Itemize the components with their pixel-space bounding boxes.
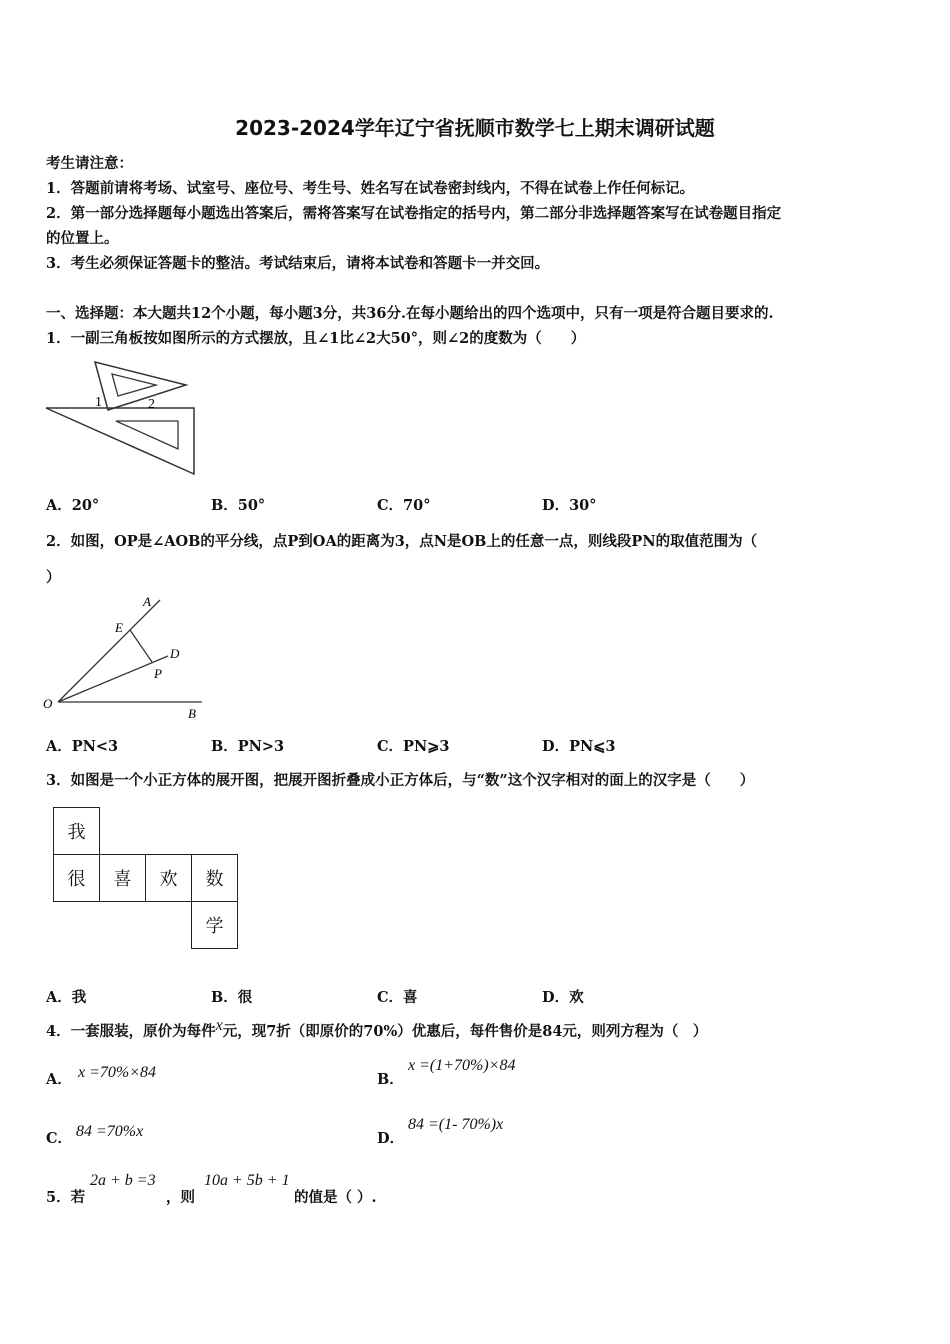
q2-option-c: C．PN⩾3 xyxy=(377,738,450,755)
point-label: O xyxy=(43,696,53,711)
stem-text: 4．一套服装，原价为每件 xyxy=(46,1023,216,1040)
section-heading: 一、选择题：本大题共12个小题，每小题3分，共36分.在每小题给出的四个选项中，只有一项是符合题目要求的. xyxy=(46,305,774,322)
q5-middle: ，则 xyxy=(166,1189,195,1206)
q1-option-a: A．20° xyxy=(46,497,100,514)
page-title: 2023-2024学年辽宁省抚顺市数学七上期末调研试题 xyxy=(235,116,715,140)
question-4-stem xyxy=(46,1017,708,1041)
q4-option-d-label: D． xyxy=(377,1130,405,1147)
stem-text: 元，现7折（即原价的70%）优惠后，每件售价是84元，则列方程为（ ） xyxy=(222,1023,708,1040)
point-label: A xyxy=(143,594,151,609)
q1-option-d: D．30° xyxy=(542,497,597,514)
q3-option-b: B．很 xyxy=(211,989,253,1006)
cube-face: 很 xyxy=(54,855,100,902)
angle-bisector-figure xyxy=(40,592,210,727)
question-1-stem: 1．一副三角板按如图所示的方式摆放，且∠1比∠2大50°，则∠2的度数为（ ） xyxy=(46,330,586,347)
q1-option-c: C．70° xyxy=(377,497,431,514)
q4-option-c-formula: 84 =70%x xyxy=(76,1123,144,1140)
q4-option-d-formula: 84 =(1- 70%)x xyxy=(408,1116,504,1133)
q3-option-d: D．欢 xyxy=(542,989,584,1006)
notice-heading: 考生请注意： xyxy=(46,155,133,172)
cube-face: 欢 xyxy=(146,855,192,902)
notice-item: 的位置上。 xyxy=(46,230,119,247)
question-2-stem-end: ） xyxy=(46,569,61,586)
point-label: B xyxy=(188,706,196,721)
q5-formula-1: 2a + b =3 xyxy=(90,1172,156,1189)
cube-face: 我 xyxy=(54,808,100,855)
q3-option-c: C．喜 xyxy=(377,989,418,1006)
variable: x xyxy=(215,1017,223,1034)
q1-option-b: B．50° xyxy=(211,497,266,514)
triangle-rulers-figure xyxy=(44,352,199,480)
angle-label: 2 xyxy=(148,397,155,412)
cube-net xyxy=(53,807,238,949)
q4-option-a-label: A． xyxy=(46,1071,72,1088)
q4-option-a-formula: x =70%×84 xyxy=(78,1064,157,1081)
notice-item: 1．答题前请将考场、试室号、座位号、考生号、姓名写在试卷密封线内，不得在试卷上作任何标记。 xyxy=(46,180,695,197)
q5-formula-2: 10a + 5b + 1 xyxy=(204,1172,290,1189)
cube-face: 数 xyxy=(192,855,238,902)
q2-option-d: D．PN⩽3 xyxy=(542,738,616,755)
cube-face: 学 xyxy=(192,902,238,949)
notice-item: 3．考生必须保证答题卡的整洁。考试结束后，请将本试卷和答题卡一并交回。 xyxy=(46,255,550,272)
q4-option-b-formula: x =(1+70%)×84 xyxy=(408,1057,516,1074)
q4-option-c-label: C． xyxy=(46,1130,73,1147)
question-3-stem: 3．如图是一个小正方体的展开图，把展开图折叠成小正方体后，与“数”这个汉字相对的面上的汉字是（ ） xyxy=(46,772,755,789)
point-label: P xyxy=(154,666,162,681)
q2-option-a: A．PN<3 xyxy=(46,738,119,755)
question-2-stem: 2．如图，OP是∠AOB的平分线，点P到OA的距离为3，点N是OB上的任意一点，则线段PN的取值范围为（ xyxy=(46,533,758,550)
cube-face: 喜 xyxy=(100,855,146,902)
q4-option-b-label: B． xyxy=(377,1071,404,1088)
angle-label: 1 xyxy=(95,395,102,410)
q5-prefix: 5．若 xyxy=(46,1189,86,1206)
q5-suffix: 的值是（ ）. xyxy=(294,1189,377,1206)
q2-option-b: B．PN>3 xyxy=(211,738,285,755)
point-label: E xyxy=(115,620,123,635)
notice-item: 2．第一部分选择题每小题选出答案后，需将答案写在试卷指定的括号内，第二部分非选择题答案写在试卷题目指定 xyxy=(46,205,782,222)
q3-option-a: A．我 xyxy=(46,989,87,1006)
point-label: D xyxy=(170,646,180,661)
